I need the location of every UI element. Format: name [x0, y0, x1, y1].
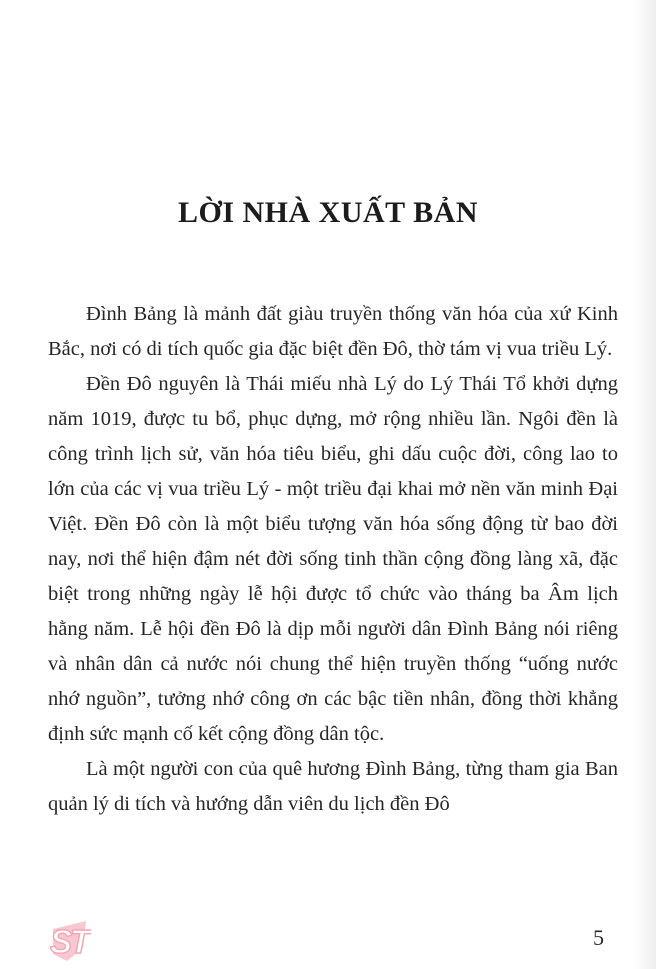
chapter-title: LỜI NHÀ XUẤT BẢN: [178, 196, 478, 229]
paragraph: Đình Bảng là mảnh đất giàu truyền thống văn hóa của xứ Kinh Bắc, nơi có di tích quốc gia đặc biệt đền Đô, thờ tám vị vua triều Lý.: [48, 303, 618, 360]
page-number: 5: [593, 925, 604, 950]
paragraph: Đền Đô nguyên là Thái miếu nhà Lý do Lý Thái Tổ khởi dựng năm 1019, được tu bổ, phục dựng, mở rộng nhiều lần. Ngôi đền là công trình lịch sử, văn hóa tiêu biểu, ghi dấu cuộc đời, công lao to lớn của các vị vua triều Lý - một triều đại khai mở nền văn minh Đại Việt. Đền Đô còn là một biểu tượng văn hóa sống động từ bao đời nay, nơi thể hiện đậm nét đời sống tinh thần cộng đồng làng xã, đặc biệt trong những ngày lễ hội được tổ chức vào tháng ba Âm lịch hằng năm. Lễ hội đền Đô là dịp mỗi người dân Đình Bảng nói riêng và nhân dân cả nước nói chung thể hiện truyền thống “uống nước nhớ nguồn”, tưởng nhớ công ơn các bậc tiền nhân, đồng thời khẳng định sức mạnh cố kết cộng đồng dân tộc.: [48, 373, 618, 745]
page-edge-shadow: [634, 0, 656, 969]
paragraph: Là một người con của quê hương Đình Bảng, từng tham gia Ban quản lý di tích và hướng dẫn viên du lịch đền Đô: [48, 758, 618, 815]
body-text: [48, 297, 618, 822]
svg-text:ST: ST: [50, 923, 89, 960]
st-watermark-icon: [47, 919, 91, 962]
